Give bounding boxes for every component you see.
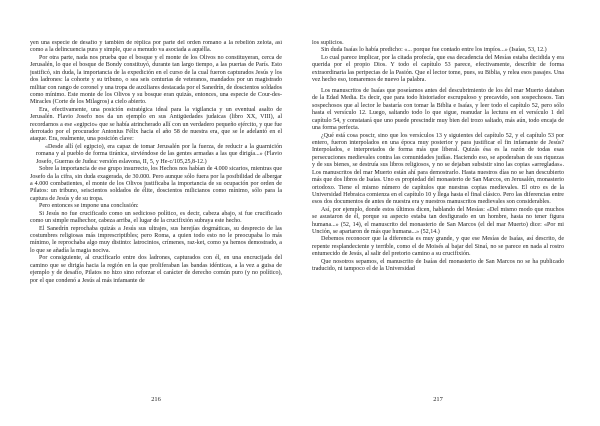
paragraph: Si Jesús no fue crucificado como un sedicioso político, es decir, cabeza abajo, si fue crucificado como un simple malhechor, cabeza arriba, el lugar de la crucifixión subraya este hecho. xyxy=(30,210,282,225)
paragraph: Que nosotros sepamos, el manuscrito de Isaías del monasterio de San Marcos no se ha publicado traducido, ni tampoco el de la Universidad xyxy=(312,258,564,273)
paragraph: Lo cual parece implicar, por la citada profecía, que esa decadencia del Mesías estaba decidida y era querida por el propio Dios. Y todo el capítulo 53 parece, efectivamente, describir de forma extraordinaria las peripecias de la Pasión. Que el lector tome, pues, su Biblia, y relea esos pasajes. Una vez hecho eso, tomaremos de nuevo la palabra. xyxy=(312,54,564,84)
paragraph: Era, efectivamente, una posición estratégica ideal para la vigilancia y un eventual asalto de Jerusalén. Flavio Josefo nos da un ejemplo en sus Antigüedades judaicas (libro XX, VIII), al recordarnos a ese «egipcio» que se había atrincherado allí con un verdadero pequeño ejército, y que fue derrotado por el procurador Antonius Félix hacia el año 58 de nuestra era, que se le adelantó en el ataque. Era, realmente, una posición clave: xyxy=(30,106,282,143)
paragraph: Debemos reconocer que la diferencia es muy grande, y que ese Mesías de Isaías, así descrito, de repente resplandeciente y terrible, como el de Moisés al bajar del Sinaí, no se parece en nada al rostro entumecido de Jesús, al salir del pretorio camino a su crucifixión. xyxy=(312,236,564,258)
left-page-text xyxy=(30,40,282,392)
paragraph: Sobre la importancia de ese grupo insurrecto, los Hechos nos habían de 4.000 sicarios, mientras que Josefo da la cifra, sin duda exagerada, de 30.000. Pero aunque sólo fuera por la posibilidad de albergar a 4.000 combatientes, el monte de los Olivos justificaba la importancia de su ocupación por orden de Pilatos: un tribuno, seiscientos soldados de élite, doscientos milicianos como mínimo, sólo para la captura de Jesús y de su tropa. xyxy=(30,166,282,202)
paragraph: ¿Qué está cosa poscir, sino que los versículos 13 y siguientes del capítulo 52, y el capítulo 53 por entero, fueron interpolados en una época muy posterior y para justificar el fin infamante de Jesús? Interpolados, e interpretados de forma más que liberal. Quizás ésa es la razón de todas esas persecuciones medievales contra las comunidades judías. Haciendo eso, se apoderaban de sus riquezas y de sus bienes, se destruía sus libros religiosos, y no se dejaban subsistir sino las copias «arregladas». Los manuscritos del mar Muerto están ahí para demostrarlo. Hasta nuestros días no se han descubierto más que dos libros de Isaías. Uno es propiedad del monasterio de San Marcos, en Jerusalén, monasterio ortodoxo. Tiene el mismo número de capítulos que nuestras copias medievales. El otro es de la Universidad Hebraica comienza en el capítulo 10 y llega hasta el final clásico. Pero las diferencias entre esos dos documentos de antes de nuestra era y nuestros manuscritos medievales son considerables. xyxy=(312,132,564,206)
paragraph: Sin duda Isaías lo había predicho: «... porque fue contado entre los impíos...» (Isaías, 53, 12.) xyxy=(321,47,547,54)
quotation: «Desde allí (el egipcio), era capaz de tomar Jerusalén por la fuerza, de reducir a la guarnición romana y al pueblo de forma tiránica, sirviéndose de las gentes armadas a las que dirigía...» (Flavio Josefo, Guerras de Judea: versión eslavona, II, 5, y He-c/105,25,8-12.) xyxy=(36,143,282,165)
left-page xyxy=(30,0,282,426)
paragraph: El Sanedrín reprochaba quizás a Jesús sus ultrajes, sus herejías dogmáticas, su desprecio de las costumbres religiosas más imprescriptibles; pero Roma, a quien todo esto no le preocupaba lo más mínimo, le reprochaba algo muy distinto: latrocinios, crímenes, raz-ket, como ya hemos demostrado, a lo que se añadía la magia nociva. xyxy=(30,225,282,254)
paragraph: yen una especie de desafío y también de réplica por parte del orden romano a la rebelión zelota, así como a la delincuencia pura y simple, que a menudo va asociada a aquélla. xyxy=(30,40,282,54)
paragraph: Por consiguiente, al crucificarlo entre dos ladrones, capturados con él, en una encrucijada del camino que se dirigía hacia la región en la que proliferaban las bandas idénticas, a la vez a guisa de ejemplo y de desafío, Pilatos no hizo sino reforzar el carácter de derecho común puro (y no político), por el que condenó a Jesús al más infamante de xyxy=(30,255,282,284)
paragraph: Los manuscritos de Isaías que poseíamos antes del descubrimiento de los del mar Muerto databan de la Edad Media. Es decir, que para todo historiador escrupuloso y precavido, son sospechosos. Tan sospechosos que al lector le bastaría con tomar la Biblia e Isaías, y leer todo el capítulo 52, pero sólo hasta el versículo 12. Luego, saltando todo lo que sigue, reanudar la lectura en el versículo 1 del capítulo 54, y constatará que uno puede prescindir muy bien del trozo saltado, más aún, todo encaja de una forma perfecta. xyxy=(312,88,564,132)
paragraph: Por otra parte, nada nos prueba que el bosque y el monte de los Olivos no constituyeran, cerca de Jerusalén, lo que el bosque de Bondy constituyó, durante tan largo tiempo, a las puertas de París. Esto justificó, sin duda, la importancia de la expedición en el curso de la cual fueron capturados Jesús y los dos ladrones: la cohorte y su tribuno, o sea seis centurias de veteranos, mandados por un magistrado militar con rango de coronel y una tropa de auxiliares destacada por el Sanedrín, de doscientos soldados como mínimo. Este monte de los Olivos y su bosque eran quizás, entonces, una especie de Cour-des-Miracles (Corte de los Milagros) a cielo abierto. xyxy=(30,54,282,106)
page-number: 217 xyxy=(433,396,443,403)
paragraph: Así, por ejemplo, donde estos últimos dicen, hablando del Mesías: «Del mismo modo que muchos se asustaron de él, porque su aspecto estaba tan desfigurado en un hombre, hasta no tener figura humana...» (52, 14), el manuscrito del monasterio de San Marcos (el del mar Muerto) dice: «Por mi Unción, se apartaron de más que humana...» (52,14.) xyxy=(312,206,564,236)
right-page-text xyxy=(312,40,564,392)
paragraph: los suplicios. xyxy=(312,40,344,46)
page-number: 216 xyxy=(151,396,161,403)
paragraph: Pero entonces se impone una conclusión: xyxy=(39,203,139,210)
right-page xyxy=(312,0,564,426)
